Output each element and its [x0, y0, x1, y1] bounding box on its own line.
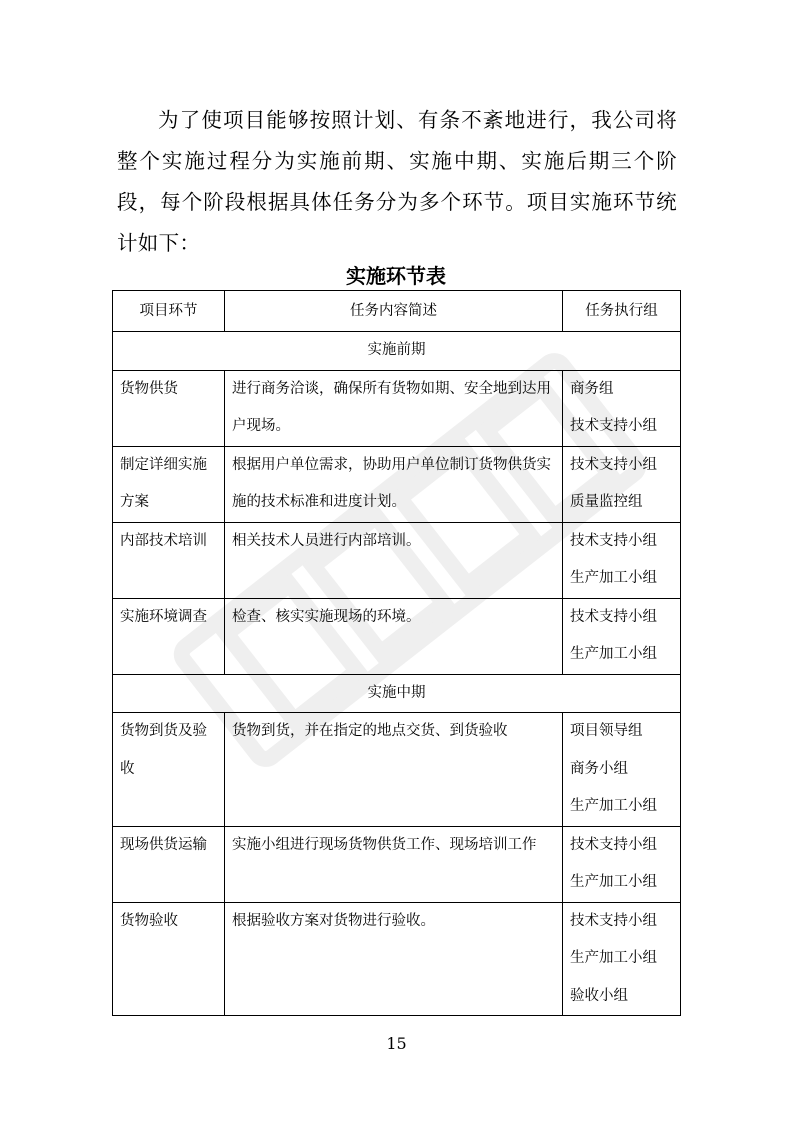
group-item: 生产加工小组	[570, 950, 657, 966]
group-item: 验收小组	[570, 987, 628, 1004]
step-cell: 现场供货运输	[113, 826, 225, 902]
description-cell: 实施小组进行现场货物供货工作、现场培训工作	[225, 826, 563, 902]
step-cell: 内部技术培训	[113, 522, 225, 598]
table-row	[113, 902, 681, 1016]
groups-cell	[563, 370, 681, 446]
table-title: 实施环节表	[346, 264, 446, 288]
group-item: 技术支持小组	[570, 836, 657, 853]
table-row	[113, 713, 681, 827]
description-cell: 根据验收方案对货物进行验收。	[225, 902, 563, 1016]
implementation-table	[112, 290, 681, 1016]
groups-cell	[563, 713, 681, 827]
step-cell: 制定详细实施方案	[113, 446, 225, 522]
groups-cell	[563, 522, 681, 598]
group-item: 技术支持小组	[570, 456, 657, 473]
description-cell: 检查、核实实施现场的环境。	[225, 598, 563, 674]
group-item: 商务组	[570, 380, 614, 397]
table-row	[113, 446, 681, 522]
group-item: 技术支持小组	[570, 532, 657, 549]
group-item: 质量监控组	[570, 494, 643, 510]
groups-cell	[563, 598, 681, 674]
group-item: 项目领导组	[570, 723, 643, 739]
groups-cell	[563, 446, 681, 522]
group-item: 技术支持小组	[570, 608, 657, 625]
step-cell: 实施环境调查	[113, 598, 225, 674]
header-description: 任务内容简述	[225, 291, 563, 332]
step-cell: 货物到货及验收	[113, 713, 225, 827]
step-cell: 货物验收	[113, 902, 225, 1016]
phase-label: 实施前期	[113, 332, 681, 371]
description-cell: 根据用户单位需求，协助用户单位制订货物供货实施的技术标准和进度计划。	[225, 446, 563, 522]
table-row	[113, 826, 681, 902]
group-item: 生产加工小组	[570, 570, 657, 586]
group-item: 生产加工小组	[570, 798, 657, 814]
group-item: 技术支持小组	[570, 418, 657, 434]
group-item: 商务小组	[570, 760, 628, 777]
intro-paragraph: 为了使项目能够按照计划、有条不紊地进行，我公司将整个实施过程分为实施前期、实施中期、实施后期三个阶段，每个阶段根据具体任务分为多个环节。项目实施环节统计如下：	[117, 108, 677, 255]
header-groups: 任务执行组	[563, 291, 681, 332]
table-row	[113, 370, 681, 446]
phase-label: 实施中期	[113, 674, 681, 713]
phase-row	[113, 674, 681, 713]
page-number: 15	[386, 1034, 407, 1053]
groups-cell	[563, 902, 681, 1016]
table-row	[113, 598, 681, 674]
group-item: 生产加工小组	[570, 646, 657, 662]
description-cell: 货物到货，并在指定的地点交货、到货验收	[225, 713, 563, 827]
header-step: 项目环节	[113, 291, 225, 332]
step-cell: 货物供货	[113, 370, 225, 446]
description-cell: 相关技术人员进行内部培训。	[225, 522, 563, 598]
table-header-row	[113, 291, 681, 332]
group-item: 生产加工小组	[570, 874, 657, 890]
description-cell: 进行商务洽谈，确保所有货物如期、安全地到达用户现场。	[225, 370, 563, 446]
table-row	[113, 522, 681, 598]
phase-row	[113, 332, 681, 371]
group-item: 技术支持小组	[570, 912, 657, 929]
groups-cell	[563, 826, 681, 902]
